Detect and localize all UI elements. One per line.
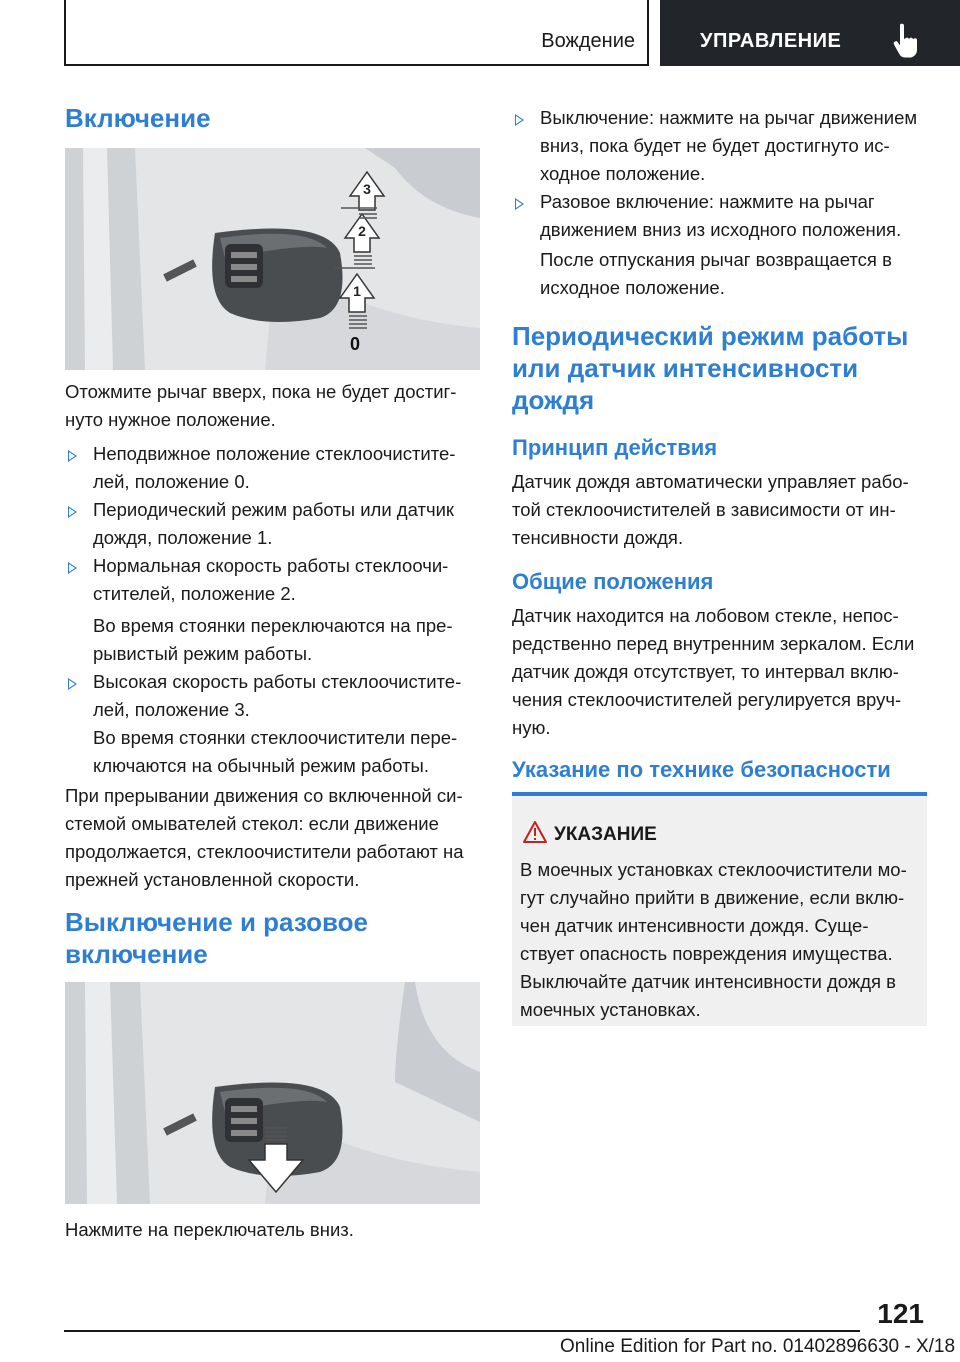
list-item-position-3 (65, 668, 461, 724)
list-item-text: вниз, пока будет не будет достигнуто ис- (540, 135, 890, 156)
warning-text-line: моечных установках. (520, 999, 701, 1020)
bullet-triangle-icon (515, 114, 524, 126)
bullet-triangle-icon (68, 562, 77, 574)
position-label-2: 2 (358, 223, 366, 239)
list-item-text: лей, положение 0. (93, 471, 250, 492)
paragraph-washer-l2: стемой омывателей стекол: если движение (65, 813, 439, 834)
list-item-text: движением вниз из исходного положения. (540, 219, 902, 240)
list-item-text: лей, положение 3. (93, 699, 250, 720)
paragraph-general-l5: ную. (512, 717, 551, 738)
paragraph-principle-l1: Датчик дождя автоматически управляет рабо- (512, 471, 909, 492)
lever-down-illustration (65, 982, 480, 1204)
paragraph-principle-l3: тенсивности дождя. (512, 527, 684, 548)
caption-press-down: Нажмите на переключатель вниз. (65, 1219, 354, 1240)
heading-safety: Указание по технике безопасности (512, 757, 891, 782)
position-label-0: 0 (349, 334, 361, 354)
paragraph-general-l4: чения стеклоочистителей регулируется вруч- (512, 689, 902, 710)
heading-principle: Принцип действия (512, 435, 718, 460)
warning-triangle-icon (522, 820, 548, 844)
list-item-note-l1: Во время стоянки стеклоочистители пере- (93, 727, 458, 748)
heading-interval-l3: дождя (512, 385, 595, 415)
bullet-triangle-icon (68, 678, 77, 690)
figure-lever-up (65, 148, 480, 370)
warning-text-line: гут случайно прийти в движение, если вклю- (520, 887, 905, 908)
paragraph-lever-up-l1: Отожмите рычаг вверх, пока не будет достиг- (65, 381, 457, 402)
header-separator (647, 0, 649, 66)
list-item-note-l1: После отпускания рычаг возвращается в (540, 249, 892, 270)
list-item-position-2 (65, 552, 448, 608)
header-chapter-title: УПРАВЛЕНИЕ (700, 30, 842, 52)
paragraph-general-l2: редственно перед внутренним зеркалом. Если (512, 633, 915, 654)
warning-text-line: Выключайте датчик интенсивности дождя в (520, 971, 896, 992)
position-label-3: 3 (363, 181, 371, 197)
heading-general: Общие положения (512, 569, 714, 594)
heading-switch-on: Включение (65, 103, 211, 133)
header-section-title: Вождение (541, 30, 635, 52)
header-chapter-tab (660, 0, 960, 66)
warning-title: УКАЗАНИЕ (554, 824, 657, 845)
paragraph-washer-l4: прежней установленной скорости. (65, 869, 360, 890)
list-item-position-1 (65, 496, 454, 552)
paragraph-washer-l3: продолжается, стеклоочистители работают на (65, 841, 464, 862)
list-item-note-l1: Во время стоянки переключаются на пре- (93, 615, 453, 636)
paragraph-principle-l2: той стеклоочистителей в зависимости от ин- (512, 499, 896, 520)
warning-text-line: ствует опасность повреждения имущества. (520, 943, 893, 964)
footer-edition: Online Edition for Part no. 01402896630 - X/18 (560, 1336, 956, 1357)
paragraph-lever-up-l2: нуто нужное положение. (65, 409, 276, 430)
list-item-single-wipe (512, 188, 901, 244)
heading-switch-off-l2: включение (65, 939, 208, 969)
hand-pointer-icon (892, 22, 922, 58)
header-rule-bottom (64, 64, 648, 66)
list-item-note-l2: ключаются на обычный режим работы. (93, 755, 429, 776)
warning-text-line: чен датчик интенсивности дождя. Суще- (520, 915, 869, 936)
list-item-note-l2: рывистый режим работы. (93, 643, 313, 664)
list-item-note-l2: исходное положение. (540, 277, 725, 298)
paragraph-general-l3: датчик дождя отсутствует, то интервал вклю- (512, 661, 899, 682)
list-item-text: Неподвижное положение стеклоочистите- (93, 443, 456, 464)
footer-rule (64, 1330, 860, 1332)
warning-text (520, 856, 925, 1024)
figure-lever-down (65, 982, 480, 1204)
list-item-text: дождя, положение 1. (93, 527, 273, 548)
list-item-text: Периодический режим работы или датчик (93, 499, 455, 520)
bullet-triangle-icon (68, 450, 77, 462)
list-item-position-0 (65, 440, 455, 496)
warning-box (512, 792, 927, 1026)
list-item-text: Высокая скорость работы стеклоочистите- (93, 671, 462, 692)
list-item-switch-off (512, 104, 917, 188)
list-item-text: Разовое включение: нажмите на рычаг (540, 191, 875, 212)
list-item-text: ходное положение. (540, 163, 706, 184)
paragraph-washer-l1: При прерывании движения со включенной си- (65, 785, 463, 806)
list-item-text: Выключение: нажмите на рычаг движением (540, 107, 918, 128)
lever-up-illustration (65, 148, 480, 370)
header-rule-left (64, 0, 66, 66)
heading-interval-l2: или датчик интенсивности (512, 353, 859, 383)
paragraph-general-l1: Датчик находится на лобовом стекле, непос- (512, 605, 899, 626)
position-label-1: 1 (353, 283, 361, 299)
bullet-triangle-icon (515, 198, 524, 210)
list-item-text: Нормальная скорость работы стеклоочи- (93, 555, 449, 576)
bullet-triangle-icon (68, 506, 77, 518)
list-item-text: стителей, положение 2. (93, 583, 296, 604)
heading-switch-off-l1: Выключение и разовое (65, 907, 368, 937)
warning-text-line: В моечных установках стеклоочистители мо- (520, 859, 907, 880)
page-number: 121 (877, 1298, 924, 1329)
heading-interval-l1: Периодический режим работы (512, 321, 909, 351)
